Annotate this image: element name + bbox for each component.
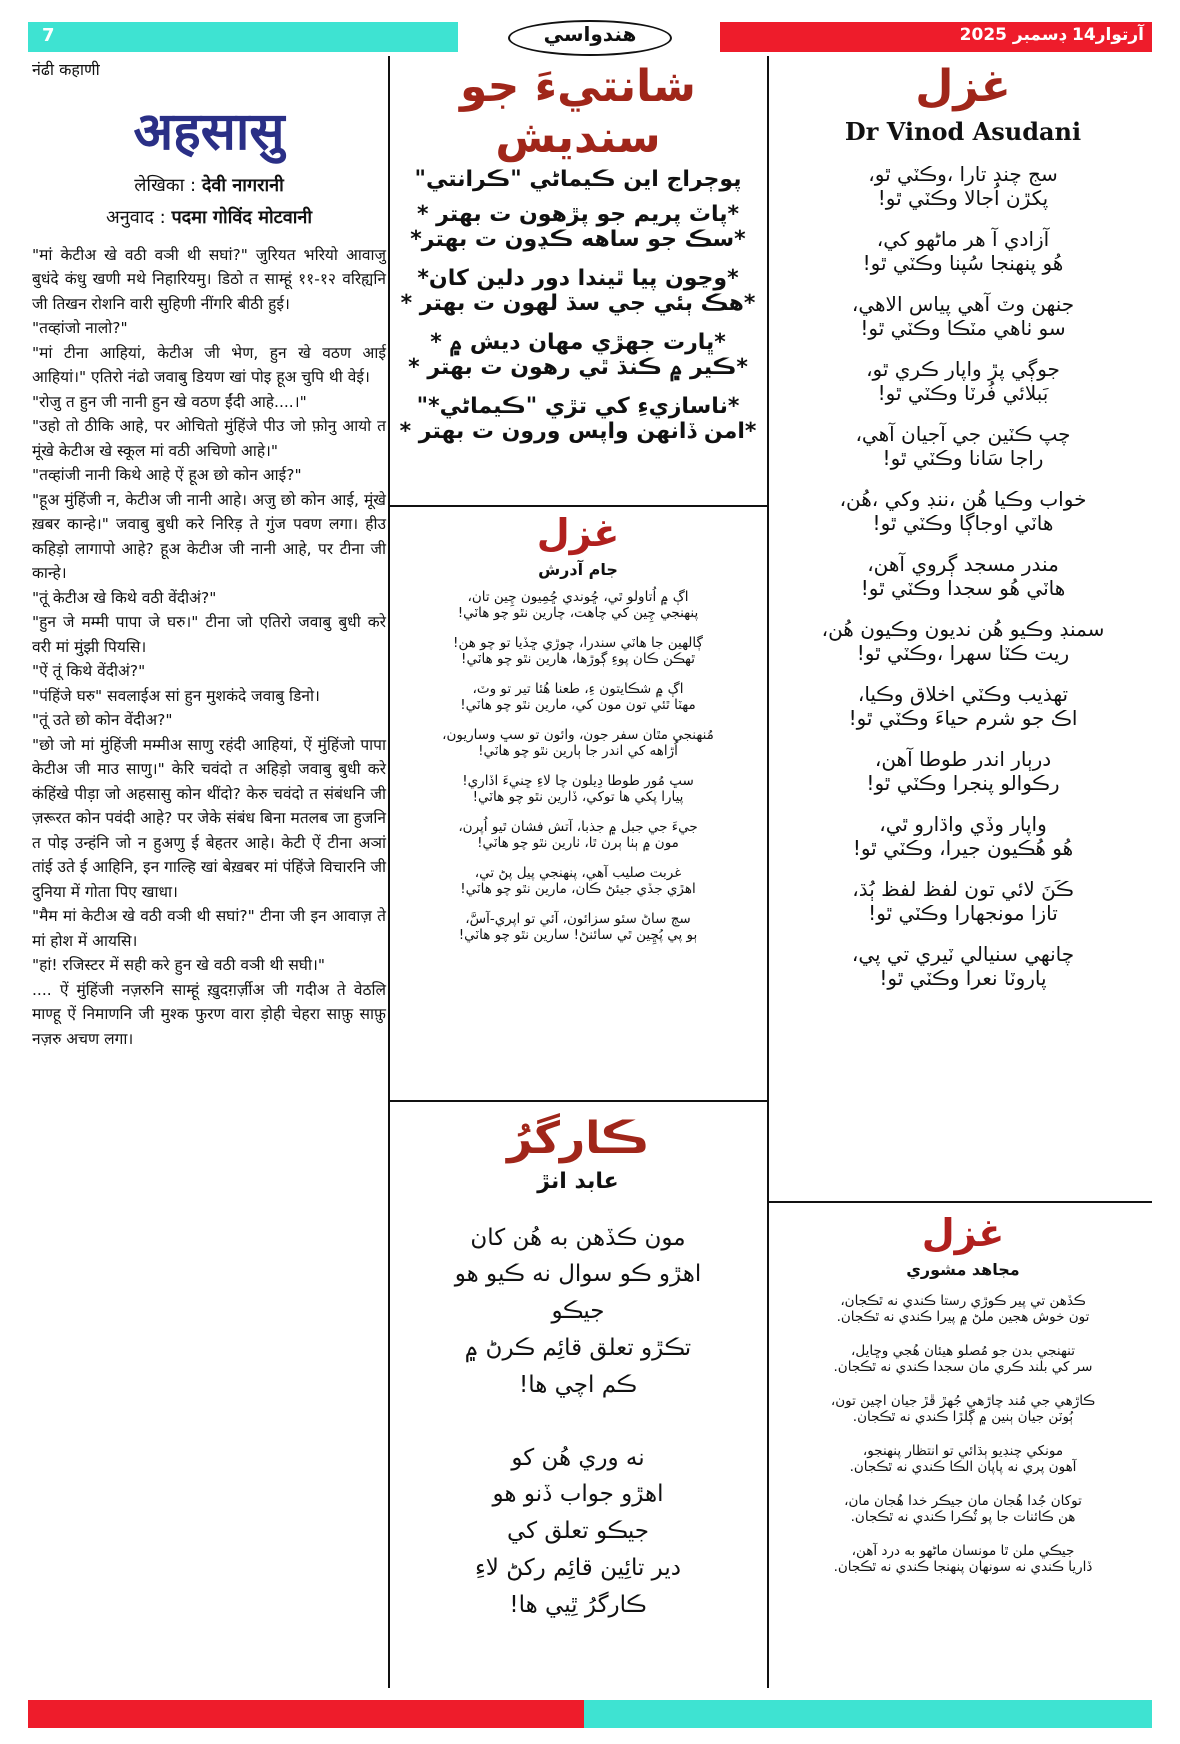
poem-couplet — [774, 422, 1152, 470]
poem-line: چانهي سنيالي ٽيري تي پي، — [851, 941, 1075, 966]
poem-line: ڪارگرُ ٿِيي ها! — [509, 1591, 647, 1618]
poem-line: جيءَ جي جبل ۾ جذبا، آتش فشان ٿيو اُپرن، — [458, 818, 698, 835]
poem-line: تنهنجي بدن جو مُصلو هيئان هُجي وڇايل، — [851, 1342, 1075, 1359]
poem-couplet — [394, 394, 762, 444]
writer-name: देवी नागरानी — [201, 175, 284, 196]
poem-line: پکڙن اُجالا وڪٽي ٿو! — [877, 185, 1049, 210]
ghazal-mujahid-section — [774, 1212, 1152, 1575]
poem-couplet — [774, 1393, 1152, 1425]
poem-line: تڪڙو تعلق قائِم ڪرڻ ۾ — [464, 1334, 692, 1361]
poem-couplet — [394, 865, 762, 897]
poem-couplet — [394, 911, 762, 943]
poem-line: ڪڏهن تي پير ڪوڙي رستا ڪندي نه ٿڪجان، — [840, 1292, 1086, 1309]
poem-couplet — [394, 681, 762, 713]
ghazal-title: غزل — [536, 511, 620, 555]
poem-couplet — [774, 162, 1152, 210]
poem-couplet — [774, 1443, 1152, 1475]
poem-couplet — [394, 266, 762, 316]
poem-line: مون ۾ ٻٺا ٻرن ٿا، ٺارين نٿو چو هاٽي! — [477, 834, 679, 851]
page-number: 7 — [42, 25, 55, 46]
translator-byline — [32, 205, 386, 229]
poem-couplet — [774, 357, 1152, 405]
poem-couplet — [394, 635, 762, 667]
poem-line: ڪم اچي ها! — [518, 1371, 638, 1398]
poem-couplet — [394, 727, 762, 759]
poem-line: جنهن وٽ آهي پياس الاهي، — [851, 291, 1075, 316]
writer-label: लेखिका : — [134, 175, 197, 196]
footer-band-red — [28, 1700, 584, 1728]
poem-line: جوڳي پڙ واپار ڪري ٿو، — [866, 356, 1060, 381]
poem-couplet — [774, 552, 1152, 600]
poem-line: جيڪو تعلق کي — [506, 1518, 650, 1545]
translator-label: अनुवाद : — [105, 207, 166, 228]
poem-line: غربت صليب آهي، پنهنجي پيل پڻ تي، — [474, 864, 682, 881]
ghazal-author: جام آدرش — [538, 559, 618, 579]
poem-line: ڏاريا ڪندي نه سونهان پنهنجا ڪندي نه ٿڪجان. — [833, 1558, 1093, 1575]
poem-line: مندر مسجد ڳروي آهن، — [867, 551, 1059, 576]
story-paragraph: "तव्हांजी नानी किथे आहे ऐं हूअ छो कोन आई?" — [32, 466, 302, 485]
story-paragraph: "तव्हांजो नालो?" — [32, 319, 128, 338]
poem-line: اهڙو جواب ڏنو هو — [492, 1481, 664, 1508]
section-divider — [388, 1100, 769, 1102]
story-paragraph: .... ऐं मुंहिंजी नज़रुनि साम्हूं ख़ुदग़र्ज़ीअ जी गदीअ ते वेठलि माण्हू ऐं निमाणनि जी मुश्क फुरण वारा ड़ोही चेहरा साफ़ु साफ़ु नज़रु अचण लगा। — [32, 980, 386, 1048]
poem-line: *سڪ جو ساهه ڪڍون ت بهتر* — [410, 227, 746, 253]
poem-line: *ڪير ۾ ڪنڌ ٿي رهون ت بهتر * — [408, 355, 748, 381]
story-paragraph: "तूं उते छो कोन वेंदीअ?" — [32, 711, 173, 730]
story-paragraph: "छो जो मां मुंहिंजी मम्मीअ साणु रहंदी आहियां, ऐं मुंहिंजो पापा केटीअ जी माउ साणु।" केरि चवंदो त अहिड़ो जवाबु बुधी करे कंहिंखे पीड़ा जो अहसासु कोन थींदो? केरु चवंदो त संबंधनि जी ज़रूरत कोन पवंदी आहे? पर जेके संबंध बिना मतलब जा हुजनि त पोइ उन्हंनि जो न हुअणु ई बेहतर आहे। केटी ऐं टीना अञां तांई उते ई आहिनि, इन गाल्हि खां बेख़बर मां पंहिंजे विचारनि जी दुनिया में गोता पिए खाधा। — [32, 735, 386, 901]
kaarigar-section — [394, 1114, 762, 1624]
poem-couplet — [774, 617, 1152, 665]
poem-line: سو ٺاهي مٽڪا وڪٽي ٿو! — [860, 315, 1066, 340]
column-divider-right — [767, 56, 769, 1688]
ghazal-author: مجاهد مشوري — [906, 1259, 1020, 1279]
poem-line: آزادي آ هر ماڻهو کي، — [876, 226, 1050, 251]
kaarigar-author: عابد انڙ — [537, 1168, 619, 1194]
story-column — [32, 58, 386, 1051]
kaarigar-title: ڪارگرُ — [506, 1113, 650, 1164]
poem-couplet — [774, 1343, 1152, 1375]
poem-line: آهون پري نه پاپان الڪا ڪندي نه ٿڪجان. — [849, 1458, 1077, 1475]
poem-line: مهٽا ٿئي تون مون کي، مارين نٿو چو هاٽي! — [460, 696, 696, 713]
poem-line: ٿهڪن ڪان پوءِ ڳوڙها، هارين نٿو چو هاٽي! — [461, 650, 695, 667]
poem-line: تون خوش هجين ملڻ ۾ پيرا ڪندي نه ٿڪجان. — [836, 1308, 1090, 1325]
poem-couplet — [394, 330, 762, 380]
poem-line: اُڙاهه کي اندر جا ٻارين نٿو چو هاٽي! — [478, 742, 678, 759]
story-paragraph: "हां! रजिस्टर में सही करे हुन खे वठी वञी थी सघी।" — [32, 956, 325, 975]
poem-line: سر کي بلند ڪري مان سجدا ڪندي نه ٿڪجان. — [833, 1358, 1093, 1375]
poem-line: سڄ ساڻ سئو سزائون، آئي تو اپري-آسَّ، — [465, 910, 691, 927]
section-divider — [388, 505, 769, 507]
poem-line: ريت ڪٽا سهرا ،وڪٽي ٿو! — [856, 640, 1070, 665]
poem-couplet — [774, 942, 1152, 990]
story-title: अहसासु — [133, 101, 285, 162]
poem-line: *ناسازيءِ کي تڙي "ڪيماڻي*" — [416, 394, 740, 420]
poem-stanza — [394, 1440, 762, 1624]
poem-couplet — [394, 819, 762, 851]
translator-name: पदमा गोविंद मोटवानी — [171, 207, 313, 228]
poem-line: راجا سَانا وڪٽي ٿو! — [882, 445, 1044, 470]
poem-couplet — [394, 202, 762, 252]
poem-line: هاٽي اوجاڳا وڪٽي ٿو! — [872, 510, 1054, 535]
story-paragraph: "रोजु त हुन जी नानी हुन खे वठण ईंदी आहे....।" — [32, 392, 307, 411]
ghazal-author: Dr Vinod Asudani — [844, 116, 1082, 146]
section-divider — [767, 1201, 1152, 1203]
poem-line: پنهنجي چِين کي چاهت، چارين نٿو چو هاٽي! — [457, 604, 699, 621]
poem-line: اڳ ۾ اُتاولو ٿي، ڇُوندي ڇُمِيون چِين تان، — [467, 588, 689, 605]
poem-line: واپار وڏي واڌارو ٿي، — [879, 811, 1047, 836]
ghazal-title: غزل — [921, 1211, 1005, 1255]
poem-line: اڪ جو شرم حياءَ وڪٽي ٿو! — [848, 705, 1078, 730]
poem-line: جيڪي ملن ٿا مونسان ماڻهو به درد آهن، — [851, 1542, 1075, 1559]
poem-line: *امن ڏانهن واپس ورون ت بهتر * — [399, 419, 757, 445]
poem-couplet — [774, 812, 1152, 860]
issue-date: آرتوار14 ڊسمبر 2025 — [959, 25, 1144, 45]
shanti-title: شانتيءَ جو سنديش — [460, 61, 696, 163]
poem-line: سڀ مُور طوطا دِيلون چا لاءِ ڇنيءَ اڏاري! — [462, 772, 694, 789]
poem-couplet — [394, 773, 762, 805]
poem-line: سج چنڊ تارا ،وڪٽي ٿو، — [868, 161, 1058, 186]
ghazal-jam-section — [394, 512, 762, 957]
poem-couplet — [774, 682, 1152, 730]
newspaper-masthead: هندواسي — [508, 20, 672, 56]
story-paragraph: "मां केटीअ खे वठी वञी थी सघां?" जुरियत भरियो आवाजु बुधंदे कंधु खणी मथे निहारियमु। डिठो त साम्हूं ११-१२ वरिह्यनि जी तिखन रोशनि वारी सुहिणी नींगरि बीठी हुई। — [32, 246, 386, 313]
writer-byline — [32, 173, 386, 197]
poem-line: رڪوالو پنجرا وڪٽي ٿو! — [866, 770, 1060, 795]
poem-line: جيڪو — [551, 1298, 605, 1325]
story-kicker: नंढी कहाणी — [32, 60, 100, 79]
header-right-band — [720, 22, 1152, 52]
poem-line: سمنڊ وڪيو هُن نديون وڪيون هُن، — [821, 616, 1105, 641]
ghazal-vinod-section — [774, 62, 1152, 990]
ghazal-title: غزل — [915, 61, 1011, 112]
story-paragraph: "उहो तो ठीकि आहे, पर ओचितो मुंहिंजे पीउ जो फ़ोनु आयो त मूंखे केटीअ खे स्कूल मां वठी अचिणो आहे।" — [32, 417, 386, 460]
poem-line: *وڃون پيا ٿيندا دور دلين کان* — [417, 266, 739, 292]
poem-line: پاروٽا نعرا وڪٽي ٿو! — [879, 965, 1047, 990]
poem-line: هن ڪائنات جا پو ٽُڪرا ڪندي نه ٿڪجان. — [850, 1508, 1076, 1525]
poem-line: ٻُوٽن جيان ٻنين ۾ ڳلڙا ڪندي نه ٿڪجان. — [852, 1408, 1074, 1425]
header-left-band — [28, 22, 458, 52]
poem-line: توکان جُدا هُجان مان جيڪر خدا هُجان مان، — [844, 1492, 1082, 1509]
poem-line: نه وري هُن کو — [511, 1444, 645, 1471]
poem-line: تازا مونجهارا وڪٽي ٿو! — [868, 900, 1058, 925]
story-body — [32, 243, 386, 1051]
poem-line: ڳالهين جا هاٽي سندرا، چوڙي ڇڏيا تو چو هن! — [453, 634, 703, 651]
poem-line: چپ ڪٽين جي آجيان آهي، — [855, 421, 1071, 446]
poem-line: اهڙو ڪو سوال نه ڪيو هو — [454, 1261, 702, 1288]
column-divider-left — [388, 56, 390, 1688]
poem-couplet — [774, 487, 1152, 535]
poem-line: *ڀارت جهڙي مهان ديش ۾ * — [430, 330, 726, 356]
story-paragraph: "पंहिंजे घरु" सवलाईअ सां हुन मुशकंदे जवाबु डिनो। — [32, 686, 320, 705]
poem-line: دير تائِين قائِم رکڻ لاءِ — [474, 1554, 682, 1581]
poem-line: اهڙي جڏي جيئڻ ڪان، مارين نٿو چو هاٽي! — [460, 880, 696, 897]
poem-couplet — [774, 877, 1152, 925]
poem-line: بَبلائي فُرٽا وڪٽي ٿو! — [877, 380, 1049, 405]
shanti-poem-section — [394, 62, 762, 458]
poem-couplet — [774, 227, 1152, 275]
poem-line: مُنهنجي مٿان سفر جون، وائون تو سڀ وساريون، — [442, 726, 714, 743]
poem-couplet — [774, 747, 1152, 795]
poem-line: اڳ ۾ شڪايتون ءِ، طعنا هُئا تير تو وٽ، — [472, 680, 684, 697]
poem-line: مون ڪڏهن به هُن کان — [470, 1224, 686, 1251]
page-header — [28, 22, 1152, 52]
poem-couplet — [774, 1293, 1152, 1325]
poem-stanza — [394, 1220, 762, 1404]
poem-line: تهذيب وڪٽي اخلاق وڪيا، — [857, 681, 1069, 706]
story-paragraph: "हूअ मुंहिंजी न, केटीअ जी नानी आहे। अजु छो कोन आई, मूंखे ख़बर कान्हे।" जवाबु बुधी करे निरिड़ ते गुंज पवण लगा। हीउ कहिड़ो लागापो आहे? हूअ केटीअ जी नानी आहे, पर टीना जी कान्हे। — [32, 490, 386, 583]
story-paragraph: "ऐं तूं किथे वेंदीअं?" — [32, 662, 146, 681]
poem-line: ڪاڙهي جي مُند چاڙهي جُهڙ ڦڙ جيان اچين تون، — [830, 1392, 1096, 1409]
poem-line: *هڪ ٻئي جي سڌ لهون ت بهتر * — [400, 291, 756, 317]
poem-line: مونکي چنڊيو ٻڌائي تو انتظار پنهنجو، — [862, 1442, 1064, 1459]
poem-line: پيارا پکي ها توکي، ڏارين نٿو چو هاٽي! — [472, 788, 684, 805]
poem-couplet — [774, 1543, 1152, 1575]
footer-band-teal — [584, 1700, 1152, 1728]
shanti-author: پوڄراج اين ڪيماڻي "ڪرانتي" — [414, 167, 742, 193]
poem-line: *پاٽ پريم جو پڙهون ت بهتر * — [416, 202, 740, 228]
poem-line: ڪَنَ لائي تون لفظ لفظ ٻُڌ، — [852, 876, 1074, 901]
poem-line: هُو پنهنجا سُپنا وڪٽي ٿو! — [862, 250, 1064, 275]
story-paragraph: "मां टीना आहियां, केटीअ जी भेण, हुन खे वठण आई आहियां।" एतिरो नंढो जवाबु डियण खां पोइ हूअ चुपि थी वेई। — [32, 343, 386, 387]
story-paragraph: "मैम मां केटीअ खे वठी वञी थी सघां?" टीना जी इन आवाज़ ते मां होश में आयसि। — [32, 907, 386, 950]
poem-line: هُو هُڪيون جيرا، وڪٽي ٿو! — [852, 835, 1074, 860]
story-paragraph: "हुन जे मम्मी पापा जे घरु।" टीना जो एतिरो जवाबु बुधी करे वरी मां मुंझी पियसि। — [32, 613, 386, 656]
poem-couplet — [774, 292, 1152, 340]
poem-line: هاٽي هُو سجدا وڪٽي ٿو! — [860, 575, 1066, 600]
story-paragraph: "तूं केटीअ खे किथे वठी वेंदीअं?" — [32, 588, 217, 607]
poem-line: خواب وڪيا هُن ،ننڊ وکي ،هُن، — [839, 486, 1087, 511]
poem-line: ٻو پي پُڇِين ٿي سائنڻ! سارين نٿو چو هاٽي! — [458, 926, 698, 943]
poem-line: درٻار اندر طوطا آهن، — [874, 746, 1052, 771]
poem-couplet — [774, 1493, 1152, 1525]
poem-couplet — [394, 589, 762, 621]
